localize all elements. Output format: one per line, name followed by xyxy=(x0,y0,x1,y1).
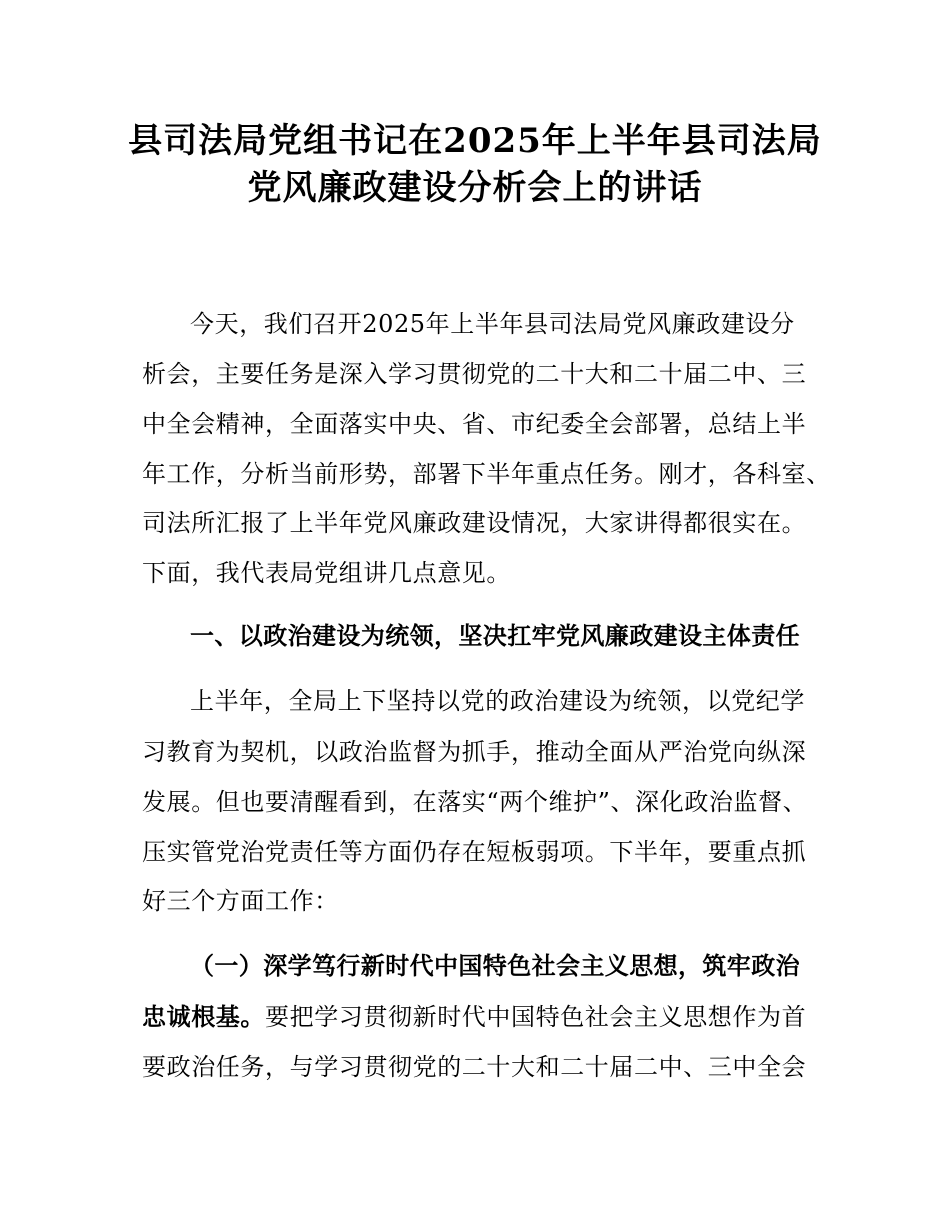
section-body-line: 压实管党治党责任等方面仍存在短板弱项。下半年，要重点抓 xyxy=(142,838,807,866)
subsection-body-text: 要把学习贯彻新时代中国特色社会主义思想作为首 xyxy=(265,1003,807,1031)
intro-line: 司法所汇报了上半年党风廉政建设情况，大家讲得都很实在。 xyxy=(142,509,807,537)
intro-line: 年工作，分析当前形势，部署下半年重点任务。刚才，各科室、 xyxy=(142,460,831,488)
document-title-line-1: 县司法局党组书记在2025年上半年县司法局 xyxy=(128,121,822,161)
section-heading: 一、以政治建设为统领，坚决扛牢党风廉政建设主体责任 xyxy=(190,622,800,650)
intro-line: 析会，主要任务是深入学习贯彻党的二十大和二十届二中、三 xyxy=(142,360,807,388)
subsection-heading: （一）深学笃行新时代中国特色社会主义思想，筑牢政治 xyxy=(190,952,800,980)
section-body-line: 上半年，全局上下坚持以党的政治建设为统领，以党纪学 xyxy=(190,687,805,715)
intro-line: 今天，我们召开2025年上半年县司法局党风廉政建设分 xyxy=(190,310,795,338)
section-body-line: 好三个方面工作： xyxy=(142,887,339,915)
section-body-line: 习教育为契机，以政治监督为抓手，推动全面从严治党向纵深 xyxy=(142,738,807,766)
intro-line: 下面，我代表局党组讲几点意见。 xyxy=(142,559,511,587)
intro-line: 中全会精神，全面落实中央、省、市纪委全会部署，总结上半 xyxy=(142,410,807,438)
subsection-body-line: 要政治任务，与学习贯彻党的二十大和二十届二中、三中全会 xyxy=(142,1053,807,1081)
document-title-line-2: 党风廉政建设分析会上的讲话 xyxy=(247,168,703,208)
subsection-body-line xyxy=(142,1000,832,1034)
section-body-line: 发展。但也要清醒看到，在落实“两个维护”、深化政治监督、 xyxy=(142,788,808,816)
subsection-heading-continued: 忠诚根基。 xyxy=(142,1003,265,1031)
